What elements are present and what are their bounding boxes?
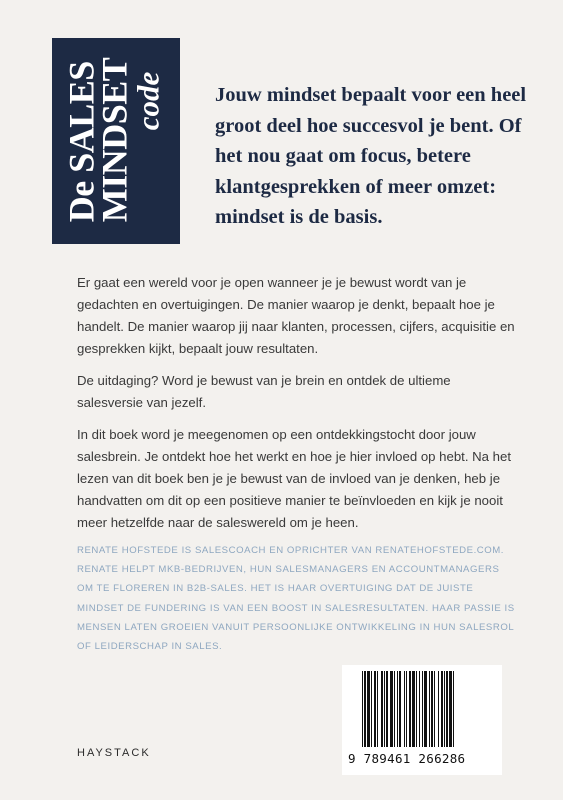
barcode-bar (364, 671, 366, 747)
barcode-bar (394, 671, 395, 747)
barcode-bar (409, 671, 411, 747)
barcode-bar (384, 671, 385, 747)
publisher-logo: HAYSTACK (77, 747, 151, 759)
barcode-bar (429, 671, 430, 747)
barcode-bar (444, 671, 445, 747)
barcode-bar (422, 671, 423, 747)
barcode-bar (404, 671, 405, 747)
barcode-bar (416, 671, 417, 747)
barcode-bar (431, 671, 433, 747)
barcode-bar (441, 671, 443, 747)
barcode-bar (453, 671, 454, 747)
blurb-paragraph: In dit boek word je meegenomen op een ontdekkingstocht door jouw salesbrein. Je ontdekt hoe het werkt en hoe je hier invloed op hebt. Na het lezen van dit boek ben je je bewust van de invloed van je denken, heb je handvatten om dit op een positieve manier te beïnvloeden en kijk je nooit meer hetzelfde naar de saleswereld om je heen. (77, 427, 512, 530)
title-line-2: MINDSET (94, 57, 135, 223)
blurb-paragraph: Er gaat een wereld voor je open wanneer je je bewust wordt van je gedachten en overtuigingen. De manier waarop je denkt, bepaalt hoe je handelt. De manier waarop jij naar klanten, processen, cijfers, acquisitie en gesprekken kijkt, bepaalt jouw resultaten. (77, 275, 515, 356)
barcode-bar (371, 671, 372, 747)
title-line-3: code (130, 71, 166, 131)
barcode-bar (381, 671, 383, 747)
barcode-bar (362, 671, 363, 747)
barcode-bar (399, 671, 401, 747)
blurb (77, 272, 517, 544)
book-title (61, 57, 166, 223)
barcode-bar (390, 671, 393, 747)
blurb-paragraph: De uitdaging? Word je bewust van je brein en ontdek de ultieme salesversie van jezelf. (77, 373, 451, 410)
barcode-bar (438, 671, 439, 747)
barcode-bar (434, 671, 435, 747)
barcode-bars (360, 671, 484, 747)
barcode-bar (419, 671, 420, 747)
barcode-bar (374, 671, 376, 747)
barcode-bar (367, 671, 370, 747)
title-line-1: De SALES (61, 61, 102, 223)
barcode-bar (397, 671, 398, 747)
barcode-bar (406, 671, 407, 747)
tagline: Jouw mindset bepaalt voor een heel groot deel hoe succesvol je bent. Of het nou gaat om focus, betere klantgesprekken of meer omzet: mindset is de basis. (215, 84, 527, 228)
barcode-bar (424, 671, 427, 747)
barcode-bar (449, 671, 452, 747)
author-bio: RENATE HOFSTEDE IS SALESCOACH EN OPRICHTER VAN RENATEHOFSTEDE.COM. RENATE HELPT MKB-BEDRIJVEN, HUN SALESMANAGERS EN ACCOUNTMANAGERS OM TE FLOREREN IN B2B-SALES. HET IS HAAR OVERTUIGING DAT DE JUISTE MINDSET DE FUNDERING IS VAN EEN BOOST IN SALESRESULTATEN. HAAR PASSIE IS MENSEN LATEN GROEIEN VANUIT PERSOONLIJKE ONTWIKKELING IN HUN SALESROL OF LEIDERSCHAP IN SALES. (77, 545, 515, 653)
barcode-bar (377, 671, 378, 747)
barcode (342, 665, 502, 775)
isbn-number: 9 789461 266286 (348, 751, 466, 766)
barcode-bar (386, 671, 388, 747)
barcode-bar (446, 671, 448, 747)
barcode-bar (412, 671, 415, 747)
